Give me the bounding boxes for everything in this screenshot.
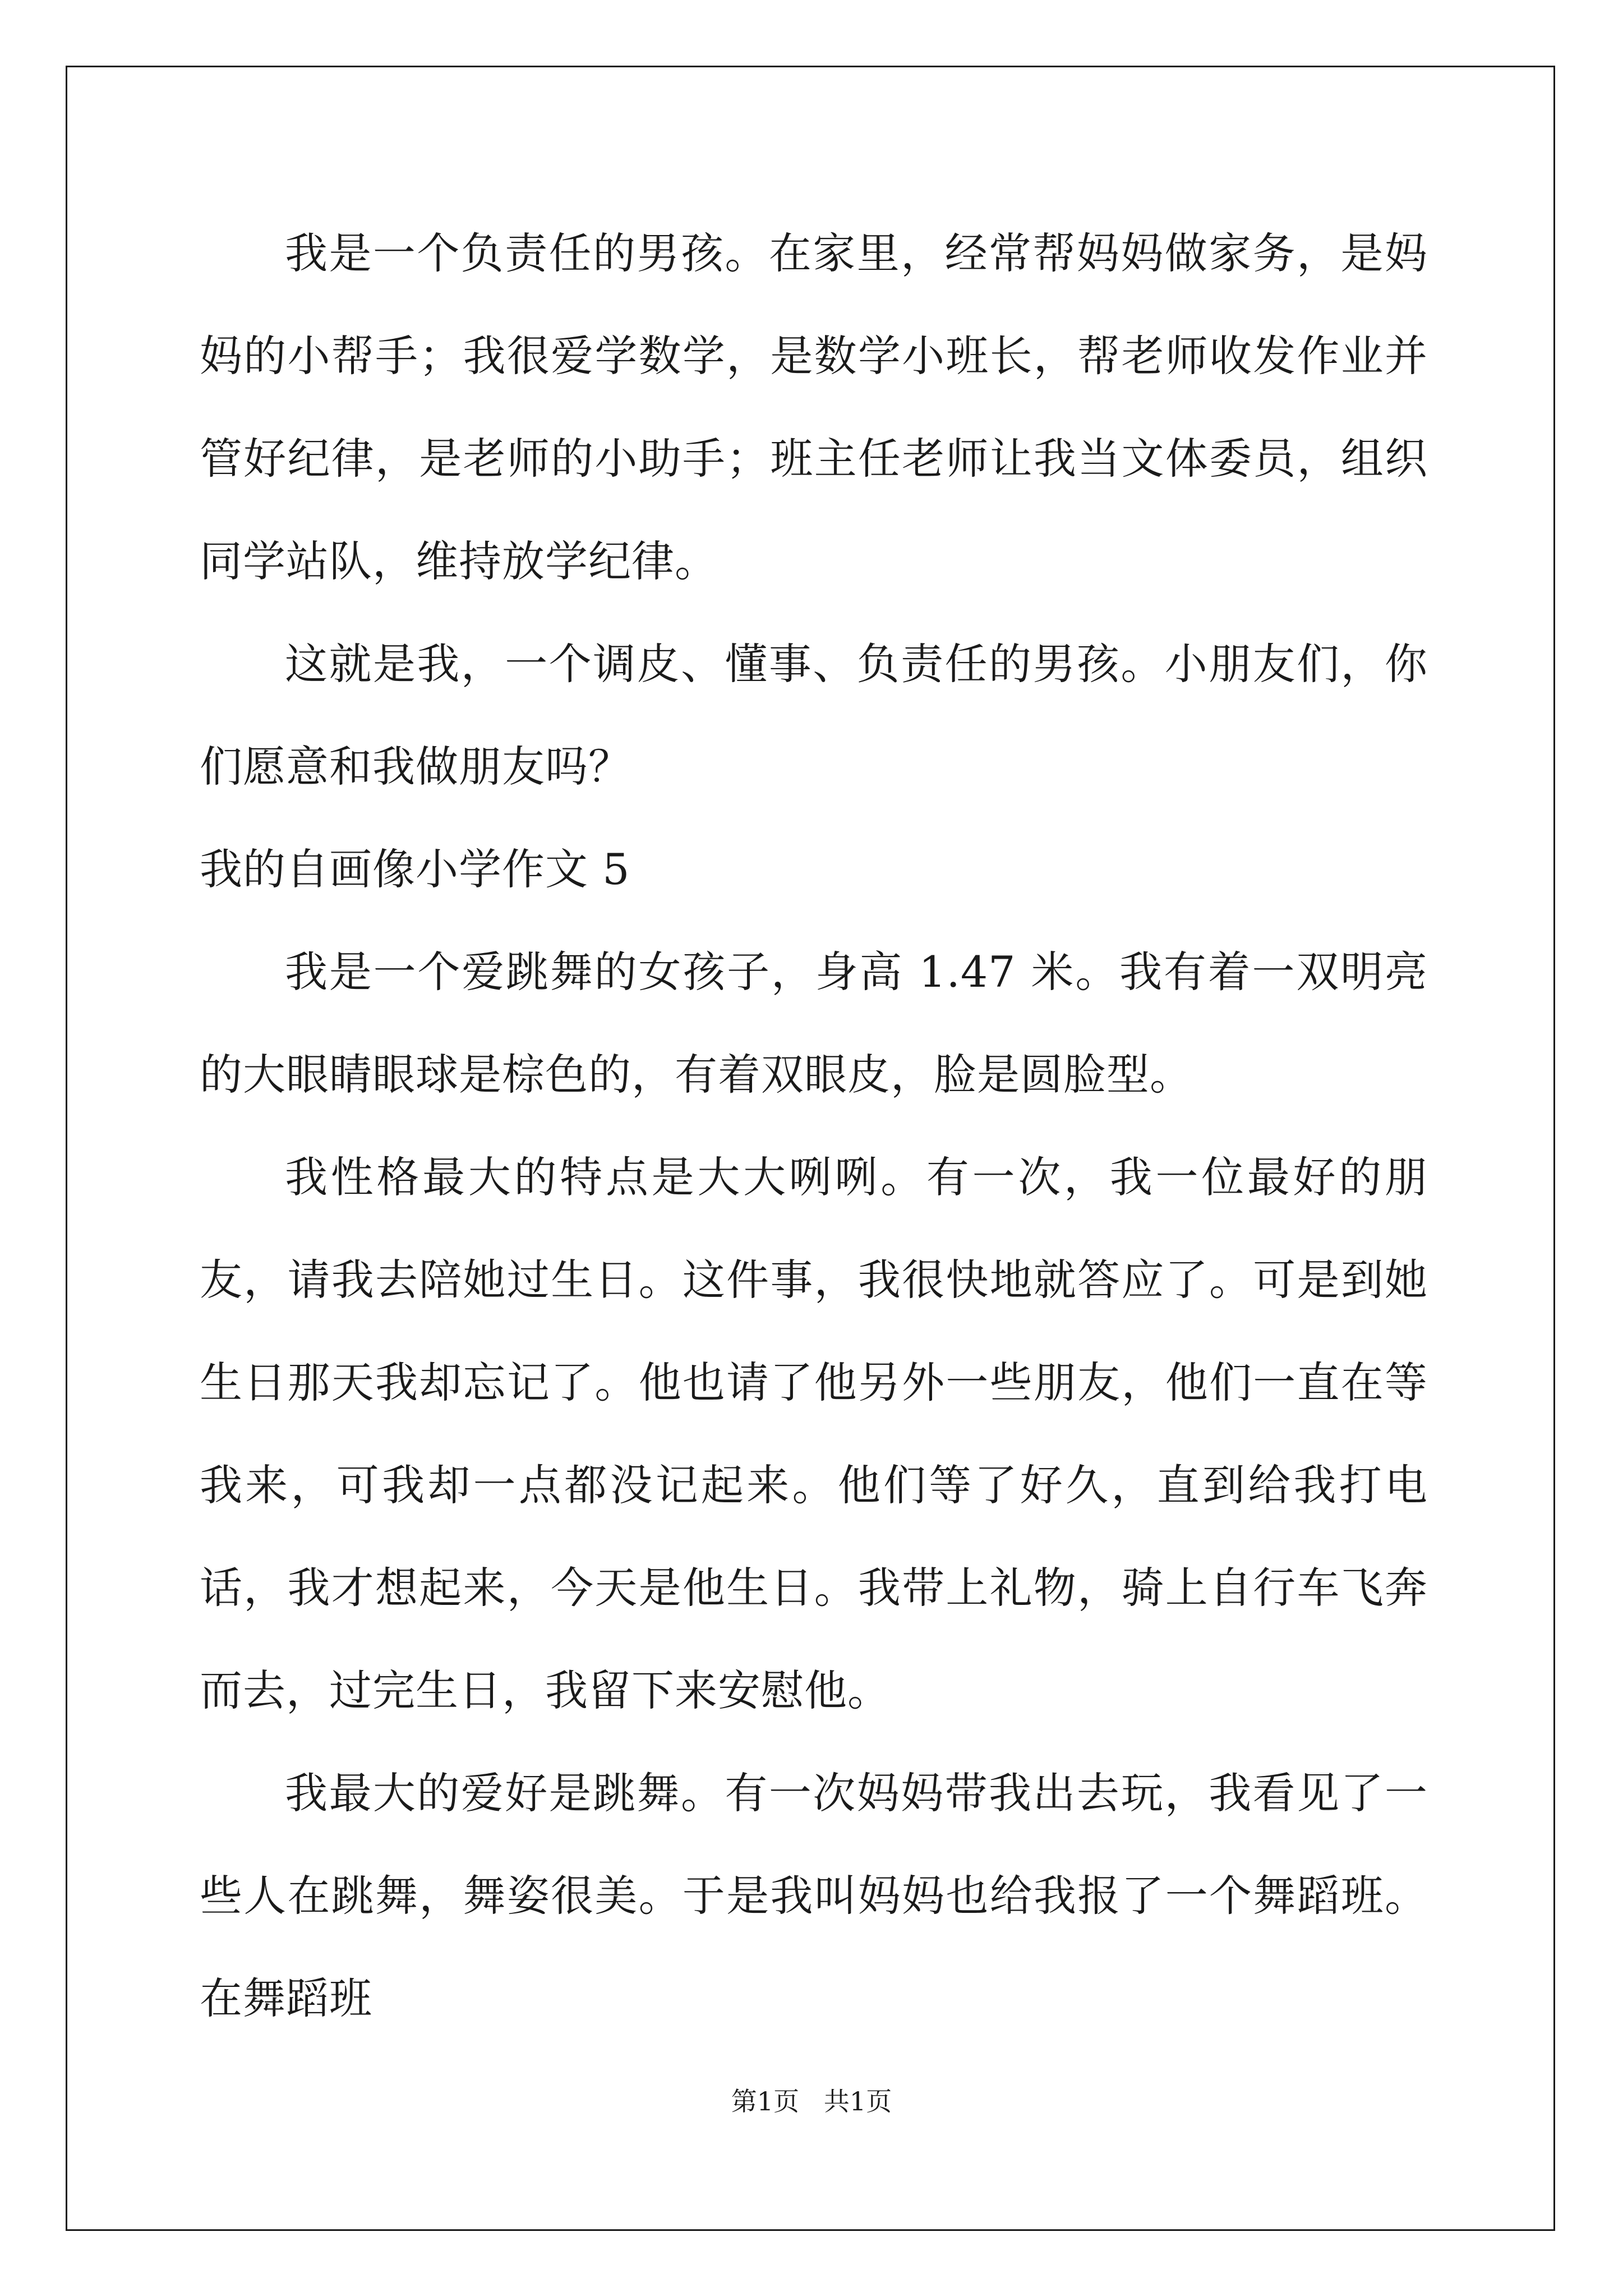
page-number-footer: 第1页 共1页 <box>731 2086 892 2116</box>
paragraph-hobby: 我最大的爱好是跳舞。有一次妈妈带我出去玩，我看见了一些人在跳舞，舞姿很美。于是我叫妈妈也给我报了一个舞蹈班。在舞蹈班 <box>200 1768 1428 2023</box>
paragraph-be-friends: 这就是我，一个调皮、懂事、负责任的男孩。小朋友们，你们愿意和我做朋友吗？ <box>200 639 1428 792</box>
paragraph-dancing-girl: 我是一个爱跳舞的女孩子，身高 1.47 米。我有着一双明亮的大眼睛眼球是棕色的，有着双眼皮，脸是圆脸型。 <box>200 947 1428 1099</box>
document-body <box>200 202 1428 2050</box>
paragraph-personality: 我性格最大的特点是大大咧咧。有一次，我一位最好的朋友，请我去陪她过生日。这件事，我很快地就答应了。可是到她生日那天我却忘记了。他也请了他另外一些朋友，他们一直在等我来，可我却一点都没记起来。他们等了好久，直到给我打电话，我才想起来，今天是他生日。我带上礼物，骑上自行车飞奔而去，过完生日，我留下来安慰他。 <box>200 1152 1428 1715</box>
paragraph-responsible-boy: 我是一个负责任的男孩。在家里，经常帮妈妈做家务，是妈妈的小帮手；我很爱学数学，是数学小班长，帮老师收发作业并管好纪律，是老师的小助手；班主任老师让我当文体委员，组织同学站队，维持放学纪律。 <box>200 228 1428 586</box>
section-heading: 我的自画像小学作文 5 <box>200 844 630 894</box>
